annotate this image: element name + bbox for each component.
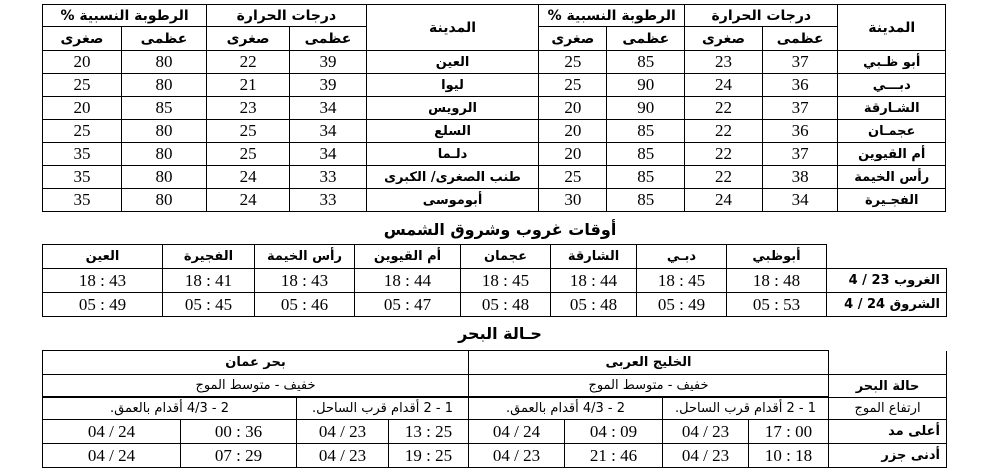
temp-min: 21 [207, 74, 290, 97]
weather-row [43, 143, 946, 166]
city-name: العين [366, 51, 539, 74]
gulf-wave-near: 1 - 2 أقدام قرب الساحل. [663, 398, 829, 420]
sunrise-time: 05 : 45 [163, 293, 255, 317]
weather-row [43, 74, 946, 97]
temp-min: 25 [207, 120, 290, 143]
temp-max: 33 [290, 166, 367, 189]
temp-min: 22 [685, 97, 763, 120]
oman-high-tide-time: 00 : 36 [181, 420, 297, 444]
humidity-max: 80 [121, 51, 206, 74]
gulf-header: الخليج العربى [469, 351, 829, 375]
weather-table [42, 4, 946, 212]
humidity-min: 30 [539, 189, 607, 212]
humidity-max: 85 [607, 189, 685, 212]
sunset-label: الغروب 23 / 4 [827, 269, 947, 293]
weather-row [43, 97, 946, 120]
city-name: الرويس [366, 97, 539, 120]
weather-row [43, 51, 946, 74]
humidity-min: 25 [539, 74, 607, 97]
humidity-min: 20 [539, 143, 607, 166]
sun-city: أبوظبي [727, 245, 827, 269]
temp-min: 24 [207, 189, 290, 212]
city-name: أم القيوين [838, 143, 946, 166]
temp-max: 37 [762, 143, 838, 166]
sun-title: أوقات غروب وشروق الشمس [383, 220, 617, 239]
humidity-min: 35 [43, 189, 122, 212]
humidity-max: 80 [121, 74, 206, 97]
col-min: صغرى [207, 27, 290, 51]
sunset-time: 18 : 45 [637, 269, 727, 293]
temp-min: 22 [685, 143, 763, 166]
sun-city: أم القيوين [355, 245, 461, 269]
temp-max: 37 [762, 97, 838, 120]
humidity-max: 85 [607, 120, 685, 143]
col-temp-header: درجات الحرارة [207, 5, 367, 27]
sunrise-label: الشروق 24 / 4 [827, 293, 947, 317]
city-name: طنب الصغرى/ الكبرى [366, 166, 539, 189]
humidity-max: 80 [121, 189, 206, 212]
col-humidity-header: الرطوبة النسبية % [539, 5, 685, 27]
temp-min: 25 [207, 143, 290, 166]
temp-min: 24 [685, 189, 763, 212]
sunset-time: 18 : 43 [255, 269, 355, 293]
sunrise-time: 05 : 47 [355, 293, 461, 317]
temp-max: 34 [290, 143, 367, 166]
col-max: عظمى [607, 27, 685, 51]
temp-max: 39 [290, 74, 367, 97]
wave-height-label: ارتفاع الموج [829, 398, 947, 420]
humidity-max: 85 [121, 97, 206, 120]
col-max: عظمى [762, 27, 838, 51]
humidity-max: 85 [607, 51, 685, 74]
sun-city: العين [43, 245, 163, 269]
oman-state: خفيف - متوسط الموج [43, 375, 469, 397]
humidity-max: 90 [607, 97, 685, 120]
sunrise-time: 05 : 48 [551, 293, 637, 317]
sea-state-label: حالة البحر [829, 375, 947, 398]
gulf-wave-deep: 2 - 4/3 أقدام بالعمق. [469, 398, 663, 420]
temp-max: 37 [762, 51, 838, 74]
gulf-low-tide-date: 04 / 23 [663, 444, 749, 468]
temp-max: 34 [290, 120, 367, 143]
low-tide-label: أدنى جزر [829, 444, 947, 468]
temp-min: 23 [685, 51, 763, 74]
humidity-max: 80 [121, 166, 206, 189]
temp-min: 22 [685, 120, 763, 143]
humidity-min: 20 [539, 97, 607, 120]
gulf-high-tide-time: 04 : 09 [565, 420, 663, 444]
oman-wave-near: 1 - 2 أقدام قرب الساحل. [297, 398, 469, 420]
col-min: صغرى [685, 27, 763, 51]
city-name: أبوموسى [366, 189, 539, 212]
col-min: صغرى [43, 27, 122, 51]
weather-row [43, 166, 946, 189]
temp-max: 38 [762, 166, 838, 189]
col-humidity-header: الرطوبة النسبية % [43, 5, 207, 27]
temp-min: 24 [207, 166, 290, 189]
sunrise-time: 05 : 49 [43, 293, 163, 317]
oman-header: بحر عمان [43, 351, 469, 375]
temp-max: 34 [762, 189, 838, 212]
temp-min: 23 [207, 97, 290, 120]
humidity-min: 25 [43, 120, 122, 143]
temp-min: 24 [685, 74, 763, 97]
col-max: عظمى [121, 27, 206, 51]
sunset-time: 18 : 48 [727, 269, 827, 293]
temp-max: 33 [290, 189, 367, 212]
sunset-time: 18 : 44 [551, 269, 637, 293]
oman-low-tide-time: 19 : 25 [389, 444, 469, 468]
oman-wave-deep: 2 - 4/3 أقدام بالعمق. [43, 398, 297, 420]
sunset-time: 18 : 43 [43, 269, 163, 293]
gulf-high-tide-date: 04 / 24 [469, 420, 565, 444]
oman-low-tide-time: 07 : 29 [181, 444, 297, 468]
city-name: ليوا [366, 74, 539, 97]
sunset-time: 18 : 44 [355, 269, 461, 293]
col-city-header: المدينة [366, 5, 539, 51]
temp-max: 39 [290, 51, 367, 74]
city-name: رأس الخيمة [838, 166, 946, 189]
sun-table [42, 244, 947, 317]
humidity-min: 20 [43, 51, 122, 74]
sun-city: الفجيرة [163, 245, 255, 269]
city-name: الفجـيرة [838, 189, 946, 212]
sun-city: رأس الخيمة [255, 245, 355, 269]
oman-high-tide-time: 13 : 25 [389, 420, 469, 444]
temp-min: 22 [685, 166, 763, 189]
col-max: عظمى [290, 27, 367, 51]
sea-table [42, 350, 947, 468]
humidity-max: 90 [607, 74, 685, 97]
col-min: صغرى [539, 27, 607, 51]
gulf-high-tide-date: 04 / 23 [663, 420, 749, 444]
oman-high-tide-date: 04 / 23 [297, 420, 389, 444]
city-name: دلـما [366, 143, 539, 166]
humidity-min: 25 [539, 51, 607, 74]
gulf-high-tide-time: 17 : 00 [749, 420, 829, 444]
city-name: الشـارقة [838, 97, 946, 120]
humidity-min: 35 [43, 143, 122, 166]
gulf-state: خفيف - متوسط الموج [469, 375, 829, 397]
weather-row [43, 120, 946, 143]
humidity-min: 25 [539, 166, 607, 189]
oman-high-tide-date: 04 / 24 [43, 420, 181, 444]
sunrise-time: 05 : 53 [727, 293, 827, 317]
city-name: عجمـان [838, 120, 946, 143]
sunrise-time: 05 : 46 [255, 293, 355, 317]
gulf-low-tide-time: 10 : 18 [749, 444, 829, 468]
sunrise-time: 05 : 49 [637, 293, 727, 317]
city-name: دبـــي [838, 74, 946, 97]
col-temp-header: درجات الحرارة [685, 5, 838, 27]
humidity-max: 80 [121, 120, 206, 143]
humidity-min: 20 [539, 120, 607, 143]
sunset-time: 18 : 45 [461, 269, 551, 293]
temp-max: 36 [762, 120, 838, 143]
sun-city: عجمان [461, 245, 551, 269]
col-city-header: المدينة [838, 5, 946, 51]
oman-low-tide-date: 04 / 24 [43, 444, 181, 468]
city-name: السلع [366, 120, 539, 143]
humidity-max: 80 [121, 143, 206, 166]
gulf-low-tide-time: 21 : 46 [565, 444, 663, 468]
temp-min: 22 [207, 51, 290, 74]
high-tide-label: أعلى مد [829, 420, 947, 444]
humidity-min: 20 [43, 97, 122, 120]
sea-title: حـالة البحر [458, 324, 542, 343]
sunset-time: 18 : 41 [163, 269, 255, 293]
sun-corner [827, 245, 947, 269]
sunrise-time: 05 : 48 [461, 293, 551, 317]
temp-max: 34 [290, 97, 367, 120]
humidity-max: 85 [607, 166, 685, 189]
sun-city: دبـي [637, 245, 727, 269]
humidity-min: 25 [43, 74, 122, 97]
sea-corner [829, 351, 947, 375]
weather-row [43, 189, 946, 212]
sun-city: الشارقة [551, 245, 637, 269]
gulf-low-tide-date: 04 / 23 [469, 444, 565, 468]
city-name: أبو ظـبي [838, 51, 946, 74]
humidity-min: 35 [43, 166, 122, 189]
humidity-max: 85 [607, 143, 685, 166]
oman-low-tide-date: 04 / 23 [297, 444, 389, 468]
temp-max: 36 [762, 74, 838, 97]
